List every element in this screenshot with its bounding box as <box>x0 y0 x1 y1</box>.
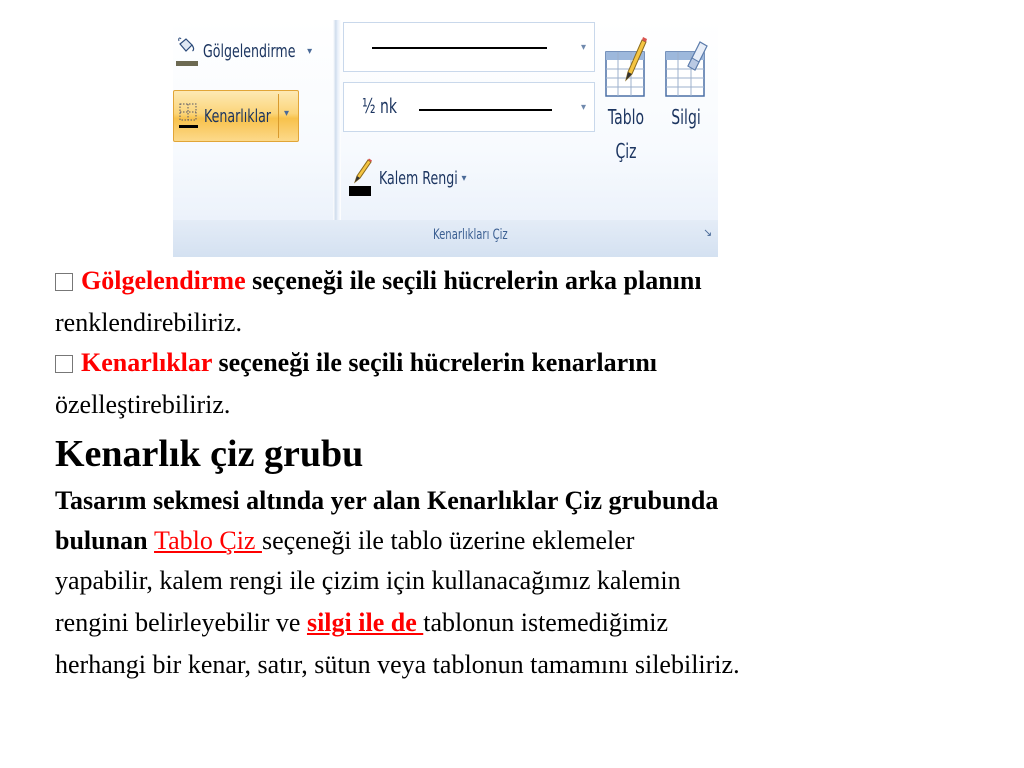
paragraph-text: tablonun istemediğimiz <box>423 608 669 637</box>
pen-style-dropdown[interactable] <box>343 22 595 72</box>
bullet-borders-continuation: özelleştirebiliriz. <box>55 390 231 419</box>
link-draw-table[interactable]: Tablo Çiz <box>154 526 262 555</box>
paragraph-line-5: herhangi bir kenar, satır, sütun veya tablonun tamamını silebiliriz. <box>55 650 740 679</box>
shading-button[interactable] <box>175 36 312 66</box>
term-shading: Gölgelendirme <box>81 266 246 295</box>
borders-label: Kenarlıklar <box>204 105 271 127</box>
bullet-icon <box>55 273 73 291</box>
shading-label: Gölgelendirme <box>203 40 296 62</box>
pen-icon <box>349 156 373 200</box>
paragraph-line-4 <box>55 608 668 638</box>
borders-button[interactable] <box>173 90 299 142</box>
eraser-icon <box>664 36 708 100</box>
bullet-borders <box>55 348 657 378</box>
paragraph-text: rengini belirleyebilir ve <box>55 608 307 637</box>
link-eraser[interactable]: silgi ile de <box>306 608 424 637</box>
split-button-divider <box>278 94 279 138</box>
paint-bucket-icon <box>175 35 199 67</box>
paragraph-bold-text: bulunan <box>55 526 155 555</box>
pen-weight-caret[interactable]: ▾ <box>580 102 586 113</box>
bullet-shading-text: seçeneği ile seçili hücrelerin arka planını <box>245 266 702 295</box>
pen-weight-dropdown[interactable] <box>343 82 595 132</box>
pen-weight-value: ½ nk <box>362 94 397 118</box>
pen-color-swatch <box>349 186 371 196</box>
pen-style-caret[interactable]: ▾ <box>580 42 586 53</box>
paragraph-line-3: yapabilir, kalem rengi ile çizim için kullanacağımız kalemin <box>55 566 681 595</box>
draw-table-icon <box>604 36 648 100</box>
draw-table-button[interactable] <box>597 28 655 218</box>
paragraph-line-2 <box>55 526 634 556</box>
draw-table-label-1: Tablo <box>607 105 645 129</box>
borders-icon <box>178 100 200 132</box>
bullet-shading <box>55 266 702 296</box>
bullet-borders-text: seçeneği ile seçili hücrelerin kenarlarını <box>211 348 658 377</box>
eraser-button[interactable] <box>657 28 715 218</box>
shading-dropdown-caret[interactable]: ▾ <box>307 45 313 57</box>
borders-dropdown-caret[interactable]: ▾ <box>284 108 290 119</box>
pen-style-preview-line <box>372 47 547 49</box>
bullet-icon <box>55 355 73 373</box>
paragraph-line-1: Tasarım sekmesi altında yer alan Kenarlıklar Çiz grubunda <box>55 486 719 515</box>
pen-color-label: Kalem Rengi <box>379 167 458 189</box>
shading-color-swatch <box>176 61 198 66</box>
pen-color-button[interactable] <box>349 156 467 200</box>
bullet-shading-continuation: renklendirebiliriz. <box>55 308 242 337</box>
dialog-launcher-icon[interactable]: ↘ <box>703 226 713 239</box>
group-label: Kenarlıkları Çiz <box>433 227 508 243</box>
paragraph-text: seçeneği ile tablo üzerine eklemeler <box>261 526 635 555</box>
eraser-label: Silgi <box>671 105 701 129</box>
term-borders: Kenarlıklar <box>81 348 212 377</box>
pen-color-caret[interactable]: ▾ <box>461 172 467 184</box>
pen-weight-preview-line <box>419 109 552 111</box>
draw-table-label-2: Çiz <box>615 139 637 163</box>
ribbon-draw-borders-group <box>173 20 718 257</box>
section-heading: Kenarlık çiz grubu <box>55 433 364 475</box>
